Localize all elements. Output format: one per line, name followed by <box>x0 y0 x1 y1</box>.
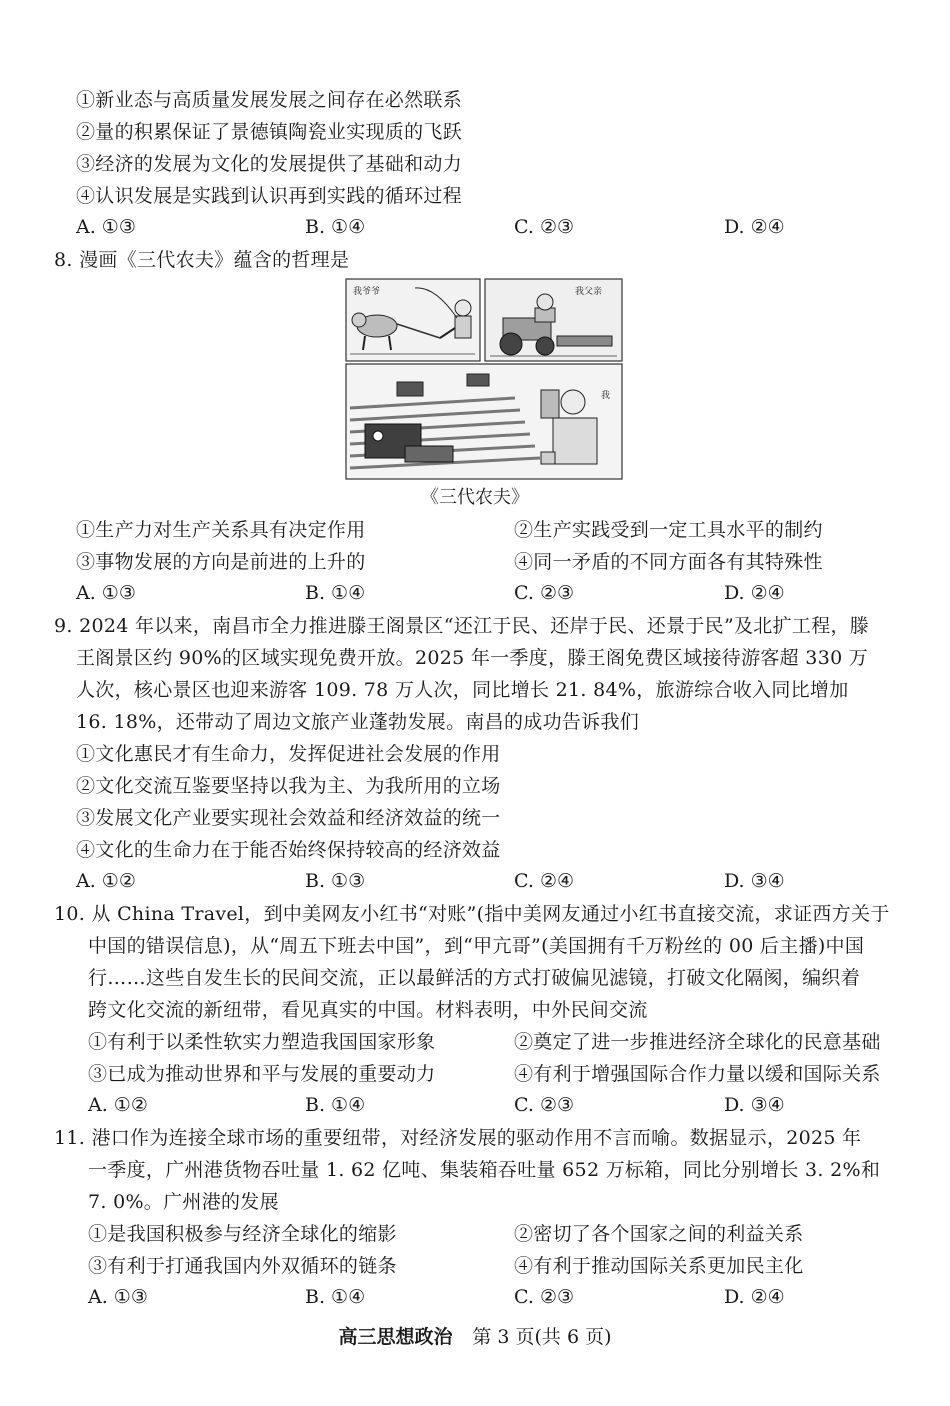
q10-option-1: ①有利于以柔性软实力塑造我国国家形象 <box>88 1031 436 1053</box>
q11-stem-line-2: 一季度，广州港货物吞吐量 1. 62 亿吨、集装箱吞吐量 652 万标箱，同比分别增长 3. 2%和 <box>88 1159 881 1181</box>
q10-answer-c: C. ②③ <box>514 1094 575 1116</box>
q9-answer-d: D. ③④ <box>724 870 785 892</box>
q8-answer-d: D. ②④ <box>724 582 785 604</box>
q7-option-3: ③经济的发展为文化的发展提供了基础和动力 <box>76 153 463 175</box>
q11-option-3: ③有利于打通我国内外双循环的链条 <box>88 1255 397 1277</box>
q10-answer-b: B. ①④ <box>305 1094 366 1116</box>
q8-option-2: ②生产实践受到一定工具水平的制约 <box>514 519 823 541</box>
comic-label-father: 我父亲 <box>575 287 603 297</box>
comic-caption: 《三代农夫》 <box>421 487 529 508</box>
q10-stem-line-3: 行……这些自发生长的民间交流，正以最鲜活的方式打破偏见滤镜，打破文化隔阂，编织着 <box>88 967 861 989</box>
q10-option-2: ②奠定了进一步推进经济全球化的民意基础 <box>514 1031 881 1053</box>
comic-three-generations-farmers <box>345 278 623 480</box>
q7-option-1: ①新业态与高质量发展发展之间存在必然联系 <box>76 89 463 111</box>
q7-answer-c: C. ②③ <box>514 216 575 238</box>
q9-answer-b: B. ①③ <box>305 870 366 892</box>
q9-option-3: ③发展文化产业要实现社会效益和经济效益的统一 <box>76 807 501 829</box>
q9-stem-line-3: 人次，核心景区也迎来游客 109. 78 万人次，同比增长 21. 84%，旅游综合收入同比增加 <box>76 679 849 701</box>
q10-option-4: ④有利于增强国际合作力量以缓和国际关系 <box>514 1063 881 1085</box>
q11-answer-d: D. ②④ <box>724 1286 785 1308</box>
q9-answer-c: C. ②④ <box>514 870 575 892</box>
q10-answer-d: D. ③④ <box>724 1094 785 1116</box>
q10-stem-line-4: 跨文化交流的新纽带，看见真实的中国。材料表明，中外民间交流 <box>88 999 648 1021</box>
q8-option-1: ①生产力对生产关系具有决定作用 <box>76 519 366 541</box>
q8-option-4: ④同一矛盾的不同方面各有其特殊性 <box>514 551 823 573</box>
q8-answer-a: A. ①③ <box>76 582 136 604</box>
q7-answer-a: A. ①③ <box>76 216 136 238</box>
q7-option-2: ②量的积累保证了景德镇陶瓷业实现质的飞跃 <box>76 121 463 143</box>
q9-option-4: ④文化的生命力在于能否始终保持较高的经济效益 <box>76 839 501 861</box>
q10-stem-line-2: 中国的错误信息)，从“周五下班去中国”，到“甲亢哥”(美国拥有千万粉丝的 00 后主播)中国 <box>88 935 865 957</box>
q9-stem-line-4: 16. 18%，还带动了周边文旅产业蓬勃发展。南昌的成功告诉我们 <box>76 711 640 733</box>
q8-stem: 8. 漫画《三代农夫》蕴含的哲理是 <box>54 249 350 271</box>
q8-option-3: ③事物发展的方向是前进的上升的 <box>76 551 366 573</box>
q11-answer-c: C. ②③ <box>514 1286 575 1308</box>
q9-stem-line-1: 9. 2024 年以来，南昌市全力推进滕王阁景区“还江于民、还岸于民、还景于民”及北扩工程，滕 <box>54 615 870 637</box>
q9-option-1: ①文化惠民才有生命力，发挥促进社会发展的作用 <box>76 743 501 765</box>
comic-label-grandfather: 我爷爷 <box>353 287 381 297</box>
q7-answer-b: B. ①④ <box>305 216 366 238</box>
q9-option-2: ②文化交流互鉴要坚持以我为主、为我所用的立场 <box>76 775 501 797</box>
page-footer <box>0 1325 950 1349</box>
q11-answer-a: A. ①③ <box>88 1286 148 1308</box>
q11-stem-line-3: 7. 0%。广州港的发展 <box>88 1191 279 1213</box>
q7-answer-d: D. ②④ <box>724 216 785 238</box>
q11-option-2: ②密切了各个国家之间的利益关系 <box>514 1223 804 1245</box>
q10-stem-line-1: 10. 从 China Travel，到中美网友小红书“对账”(指中美网友通过小红书直接交流，求证西方关于 <box>54 903 890 925</box>
q9-stem-line-2: 王阁景区约 90%的区域实现免费开放。2025 年一季度，滕王阁免费区域接待游客超 330 万 <box>76 647 869 669</box>
q9-answer-a: A. ①② <box>76 870 136 892</box>
q7-option-4: ④认识发展是实践到认识再到实践的循环过程 <box>76 185 463 207</box>
q10-option-3: ③已成为推动世界和平与发展的重要动力 <box>88 1063 436 1085</box>
q8-answer-c: C. ②③ <box>514 582 575 604</box>
q8-answer-b: B. ①④ <box>305 582 366 604</box>
q10-answer-a: A. ①② <box>88 1094 148 1116</box>
q11-option-4: ④有利于推动国际关系更加民主化 <box>514 1255 804 1277</box>
q11-answer-b: B. ①④ <box>305 1286 366 1308</box>
comic-label-me: 我 <box>601 391 611 401</box>
q11-option-1: ①是我国积极参与经济全球化的缩影 <box>88 1223 397 1245</box>
q11-stem-line-1: 11. 港口作为连接全球市场的重要纽带，对经济发展的驱动作用不言而喻。数据显示，2025 年 <box>54 1127 862 1149</box>
footer-page-number: 第 3 页(共 6 页) <box>472 1326 612 1348</box>
footer-subject: 高三思想政治 <box>338 1326 453 1348</box>
